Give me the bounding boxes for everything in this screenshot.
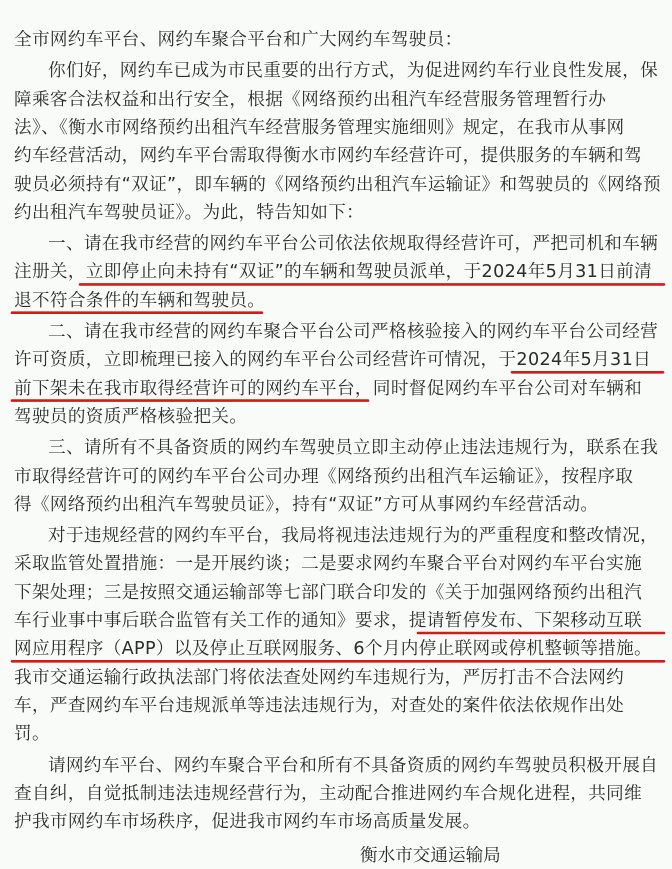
paragraph-line: 网应用程序（APP）以及停止互联网服务、6个月内停止联网或停机整顿等措施。	[14, 639, 652, 660]
paragraph-line: 车行业事中事后联合监管有关工作的通知》要求，提请暂停发布、下架移动互联	[14, 611, 643, 631]
paragraph-line: 下架处理；三是按照交通运输部等七部门联合印发的《关于加强网络预约出租汽	[14, 582, 643, 603]
paragraph-line: 查自纠，自觉抵制违法违规经营行为，主动配合推进网约车合规化进程，共同维	[14, 783, 643, 804]
paragraph-line: 一、请在我市经营的网约车平台公司依法依规取得经营许可，严把司机和车辆	[48, 234, 659, 255]
paragraph-line: 前下架未在我市取得经营许可的网约车平台，同时督促网约车平台公司对车辆和	[14, 378, 643, 399]
paragraph-line: 你们好，网约车已成为市民重要的出行方式，为促进网约车行业良性发展，保	[48, 61, 659, 82]
paragraph-line: 采取监管处置措施：一是开展约谈；二是要求网约车聚合平台对网约车平台实施	[14, 554, 643, 575]
paragraph-line: 许可资质，立即梳理已接入的网约车平台公司经营许可情况，于2024年5月31日	[14, 350, 652, 371]
paragraph-line: 约出租汽车驾驶员证》。为此，特告知如下：	[14, 202, 365, 223]
paragraph-line: 得《网络预约出租汽车驾驶员证》，持有“双证”方可从事网约车经营活动。	[14, 494, 599, 515]
paragraph-line: 请网约车平台、网约车聚合平台和所有不具备资质的网约车驾驶员积极开展自	[48, 755, 659, 776]
salutation: 全市网约车平台、网约车聚合平台和广大网约车驾驶员：	[14, 30, 463, 50]
paragraph-line: 退不符合条件的车辆和驾驶员。	[14, 290, 266, 311]
paragraph-line: 驾驶员的资质严格核验把关。	[14, 406, 248, 427]
paragraph-line: 我市交通运输行政执法部门将依法查处网约车违规行为，严厉打击不合法网约	[14, 667, 625, 688]
signature: 衡水市交通运输局	[360, 846, 501, 867]
paragraph-line: 驶员必须持有“双证”，即车辆的《网络预约出租汽车运输证》和驾驶员的《网络预	[14, 174, 661, 195]
paragraph-line: 二、请在我市经营的网约车聚合平台公司严格核验接入的网约车平台公司经营	[48, 322, 659, 342]
paragraph-line: 约车经营活动，网约车平台需取得衡水市网约车经营许可，提供服务的车辆和驾	[14, 146, 643, 167]
paragraph-line: 罚。	[14, 724, 50, 745]
paragraph-line: 法》、《衡水市网络预约出租汽车经营服务管理实施细则》规定，在我市从事网	[14, 117, 625, 138]
paragraph-line: 注册关，立即停止向未持有“双证”的车辆和驾驶员派单，于2024年5月31日前清	[14, 262, 653, 283]
paragraph-line: 护我市网约车市场秩序，促进我市网约车市场高质量发展。	[14, 812, 481, 833]
paragraph-line: 三、请所有不具备资质的网约车驾驶员立即主动停止违法违规行为，联系在我	[48, 438, 659, 459]
paragraph-line: 对于违规经营的网约车平台，我局将视违法违规行为的严重程度和整改情况，	[48, 526, 659, 547]
paragraph-line: 市取得经营许可的网约车平台公司办理《网络预约出租汽车运输证》，按程序取	[14, 466, 634, 487]
paragraph-line: 车，严查网约车平台违规派单等违法违规行为，对查处的案件依法依规作出处	[14, 695, 625, 716]
paragraph-line: 障乘客合法权益和出行安全，根据《网络预约出租汽车经营服务管理暂行办	[14, 89, 607, 110]
